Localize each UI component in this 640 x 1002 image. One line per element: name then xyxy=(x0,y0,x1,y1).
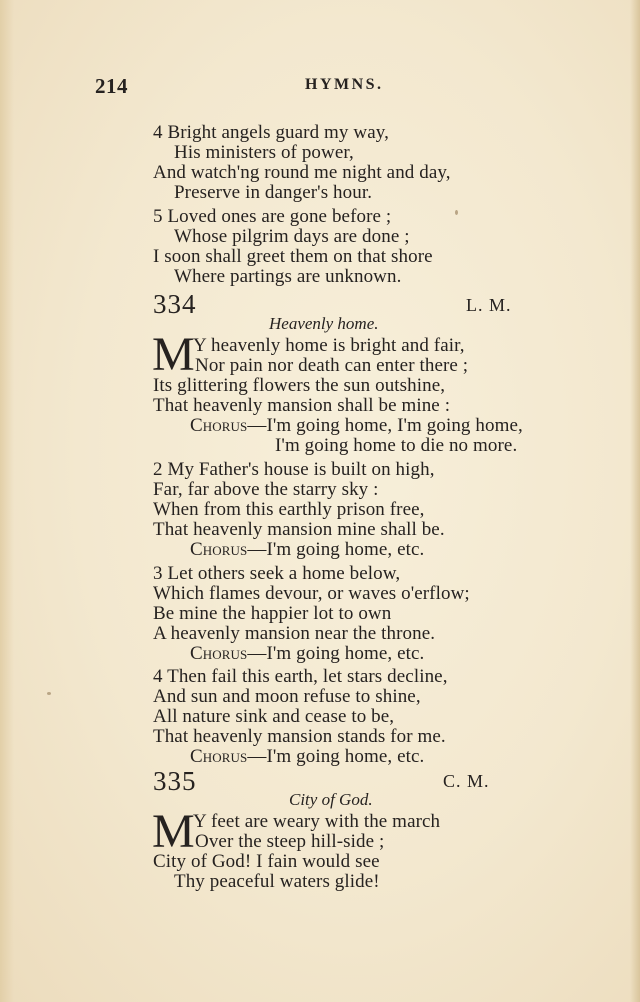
drop-cap: M xyxy=(152,805,195,858)
drop-cap: M xyxy=(152,328,195,381)
chorus-line xyxy=(190,540,424,560)
chorus-label: Chorus xyxy=(190,539,248,560)
verse-line: That heavenly mansion mine shall be. xyxy=(153,519,445,540)
verse-line: That heavenly mansion stands for me. xyxy=(153,726,446,747)
verse-line: 4 Then fail this earth, let stars decline, xyxy=(153,666,448,687)
verse-line: A heavenly mansion near the throne. xyxy=(153,623,436,644)
paper-fleck xyxy=(455,210,458,215)
chorus-text: —I'm going home, I'm going home, xyxy=(247,415,523,436)
chorus-text: —I'm going home, etc. xyxy=(247,539,425,560)
chorus-line: I'm going home to die no more. xyxy=(275,435,518,456)
hymn-number: 334 xyxy=(153,289,197,319)
chorus-text: —I'm going home, etc. xyxy=(247,643,425,664)
chorus-line xyxy=(190,416,523,436)
hymn-number: 335 xyxy=(153,766,197,796)
verse-line: City of God! I fain would see xyxy=(153,851,380,872)
page-edge-left xyxy=(0,0,14,1002)
verse-line: Its glittering flowers the sun outshine, xyxy=(153,375,446,396)
running-head: HYMNS. xyxy=(305,76,384,93)
verse-line: All nature sink and cease to be, xyxy=(153,706,395,727)
chorus-line xyxy=(190,644,424,664)
chorus-label: Chorus xyxy=(190,643,248,664)
verse-line: Y feet are weary with the march xyxy=(193,811,441,832)
hymn-meter: C. M. xyxy=(443,771,490,791)
verse-line: Far, far above the starry sky : xyxy=(153,479,379,500)
verse-line: I soon shall greet them on that shore xyxy=(153,246,433,267)
chorus-text: —I'm going home, etc. xyxy=(247,746,425,767)
chorus-label: Chorus xyxy=(190,415,248,436)
verse-line: Nor pain nor death can enter there ; xyxy=(195,355,469,376)
verse-line: Y heavenly home is bright and fair, xyxy=(193,335,465,356)
verse-line: Preserve in danger's hour. xyxy=(174,182,373,203)
verse-line: Which flames devour, or waves o'erflow; xyxy=(153,583,470,604)
verse-line: Where partings are unknown. xyxy=(174,266,402,287)
verse-line: 3 Let others seek a home below, xyxy=(153,563,401,584)
verse-line: 2 My Father's house is built on high, xyxy=(153,459,435,480)
page-edge-right xyxy=(630,0,640,1002)
verse-line: Whose pilgrim days are done ; xyxy=(174,226,410,247)
verse-line: That heavenly mansion shall be mine : xyxy=(153,395,451,416)
verse-line: When from this earthly prison free, xyxy=(153,499,425,520)
hymn-title: Heavenly home. xyxy=(269,314,379,333)
verse-line: And sun and moon refuse to shine, xyxy=(153,686,421,707)
page-number: 214 xyxy=(95,74,128,98)
chorus-line xyxy=(190,747,424,767)
verse-line: And watch'ng round me night and day, xyxy=(153,162,451,183)
verse-line: Over the steep hill-side ; xyxy=(195,831,385,852)
verse-line: His ministers of power, xyxy=(174,142,354,163)
hymn-title: City of God. xyxy=(289,790,373,809)
verse-line: 5 Loved ones are gone before ; xyxy=(153,206,392,227)
verse-line: Be mine the happier lot to own xyxy=(153,603,392,624)
verse-line: Thy peaceful waters glide! xyxy=(174,871,380,892)
paper-fleck xyxy=(47,692,51,695)
hymn-meter: L. M. xyxy=(466,295,512,315)
verse-line: 4 Bright angels guard my way, xyxy=(153,122,389,143)
chorus-label: Chorus xyxy=(190,746,248,767)
